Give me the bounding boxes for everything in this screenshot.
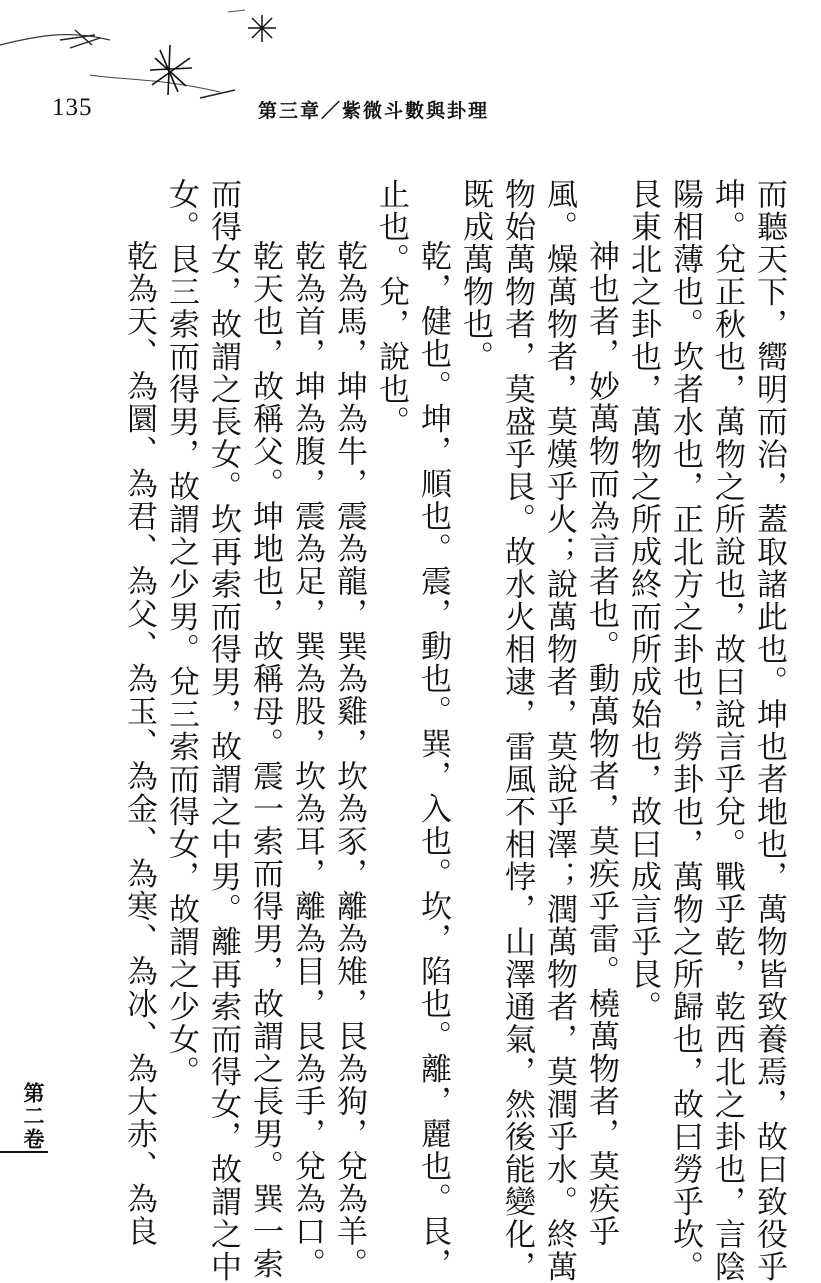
text-column: 艮東北之卦也，萬物之所成終而所成始也，故曰成言乎艮。 xyxy=(625,178,661,1023)
text-column: 風。燥萬物者，莫熯乎火；說萬物者，莫說乎澤；潤萬物者，莫潤乎水。終萬 xyxy=(541,178,577,1283)
text-column: 物始萬物者，莫盛乎艮。故水火相逮，雷風不相悖，山澤通氣，然後能變化， xyxy=(499,178,535,1283)
text-column: 乾為天、為圜、為君、為父、為玉、為金、為寒、為冰、為大赤、為良 xyxy=(121,240,157,1248)
text-column: 止也。兌，說也。 xyxy=(373,178,409,438)
text-column: 乾天也，故稱父。坤地也，故稱母。震一索而得男，故謂之長男。巽一索 xyxy=(247,240,283,1280)
text-column: 神也者，妙萬物而為言者也。動萬物者，莫疾乎雷。橈萬物者，莫疾乎 xyxy=(583,240,619,1248)
text-column: 乾為馬，坤為牛，震為龍，巽為雞，坎為豕，離為雉，艮為狗，兌為羊。 xyxy=(331,240,367,1280)
running-title: 第三章／紫微斗數與卦理 xyxy=(258,100,490,122)
text-column: 陽相薄也。坎者水也，正北方之卦也，勞卦也，萬物之所歸也，故曰勞乎坎。 xyxy=(667,178,703,1283)
vertical-text-body xyxy=(121,178,790,1283)
decorative-ornament-icon xyxy=(0,0,300,120)
volume-side-tab: 第二卷 xyxy=(0,1082,48,1153)
text-column: 而聽天下，嚮明而治，蓋取諸此也。坤也者地也，萬物皆致養焉，故曰致役乎 xyxy=(751,178,787,1283)
text-column: 乾，健也。坤，順也。震，動也。巽，入也。坎，陷也。離，麗也。艮， xyxy=(415,240,451,1280)
text-column: 坤。兌正秋也，萬物之所說也，故曰說言乎兌。戰乎乾，乾西北之卦也，言陰 xyxy=(709,178,745,1283)
text-column: 既成萬物也。 xyxy=(457,178,493,373)
text-column: 而得女，故謂之長女。坎再索而得男，故謂之中男。離再索而得女，故謂之中 xyxy=(205,178,241,1283)
page-number: 135 xyxy=(52,94,93,121)
text-column: 女。艮三索而得男，故謂之少男。兌三索而得女，故謂之少女。 xyxy=(163,178,199,1088)
text-column: 乾為首，坤為腹，震為足，巽為股，坎為耳，離為目，艮為手，兌為口。 xyxy=(289,240,325,1280)
